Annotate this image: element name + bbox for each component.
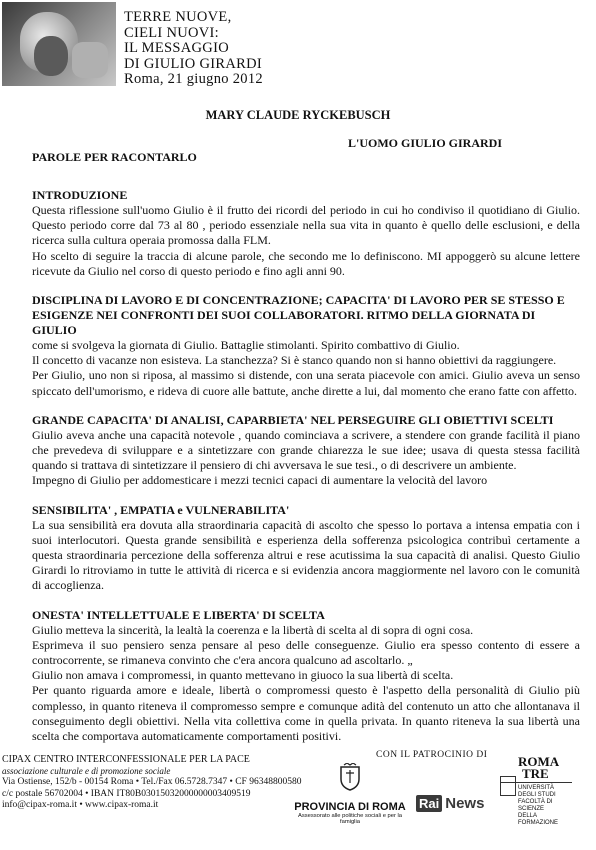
paragraph: come si svolgeva la giornata di Giulio. Battaglie stimolanti. Spirito combattivo di Giulio. xyxy=(32,338,460,353)
paragraph: Per quanto riguarda amore e ideale, libertà o compromessi questo è l'aspetto della personalità di Giulio più complesso, in quanto riteneva il compromesso sempre e comunque adità del contenuto un atto che allontanava il conseguimento degli obiettivi. Nella vita collettiva come in quella privata. In quanto riteneva la sua libertà una scelta che comportava automaticamente comportamenti positivi. xyxy=(32,683,580,744)
section-heading: INTRODUZIONE xyxy=(32,188,128,202)
section-sensibilita xyxy=(32,503,580,594)
paragraph: Il concetto di vacanze non esisteva. La stanchezza? Si è stanco quando non si hanno obiettivi da raggiungere. xyxy=(32,353,557,368)
section-heading: ONESTA' INTELLETTUALE E LIBERTA' DI SCELTA xyxy=(32,607,325,622)
event-date: Roma, 21 giugno 2012 xyxy=(124,71,263,87)
section-disciplina xyxy=(32,293,580,399)
paragraph: Questa riflessione sull'uomo Giulio è il frutto dei ricordi del periodo in cui ho condiviso il quotidiano di Giulio. Questo periodo corre dal 73 al 80 , periodo essenziale nella sua vita in quanto è quello delle esclusioni, e della ricerca sulla cultura operaia promossa dalla FLM. xyxy=(32,203,580,248)
patronage-label: CON IL PATROCINIO DI xyxy=(376,750,488,760)
roma-tre-sub: FACOLTÀ DI SCIENZE xyxy=(518,799,553,812)
provincia-logo xyxy=(290,763,410,825)
paragraph: Per Giulio, uno non si riposa, al massimo si distende, con una serata piacevole con amici. Giulio aveva un senso spiccato dell'umorismo, e rideva di cuore alle battute, anche dirette a lui, dal momento che erano fatte con affetto. xyxy=(32,368,580,398)
event-title-line: TERRE NUOVE, xyxy=(124,9,232,25)
rai-news-logo xyxy=(416,795,484,812)
roma-tre-sub: DELLA FORMAZIONE xyxy=(518,813,558,826)
news-label: News xyxy=(445,795,485,812)
event-title-line: CIELI NUOVI: xyxy=(124,24,220,41)
paragraph: Ho scelto di seguire la traccia di alcune parole, che secondo me lo definiscono. MI appoggerò su alcune lettere ricevute da Giulio nel corso di questo periodo e fino agli anni 90. xyxy=(32,248,580,278)
roma-tre-sub: UNIVERSITÀ DEGLI STUDI xyxy=(518,785,556,798)
event-title-line: DI GIULIO GIRARDI xyxy=(124,55,262,72)
document-subtitle: PAROLE PER RACONTARLO xyxy=(32,150,197,164)
footer-org-info xyxy=(2,754,301,812)
provincia-name: PROVINCIA DI ROMA xyxy=(294,801,406,813)
rai-label: Rai xyxy=(416,795,442,812)
org-bank: c/c postale 56702004 • IBAN IT80B03015032000000003409519 xyxy=(2,788,251,799)
section-heading: SENSIBILITA' , EMPATIA e VULNERABILITA' xyxy=(32,502,290,517)
paragraph: Giulio metteva la sincerità, la lealtà la coerenza e la libertà di scelta al di sopra di ogni cosa. xyxy=(32,622,474,637)
header-photo xyxy=(2,2,116,86)
document-title: L'UOMO GIULIO GIRARDI xyxy=(348,136,503,150)
org-name: CIPAX CENTRO INTERCONFESSIONALE PER LA PACE xyxy=(2,754,250,765)
paragraph: Esprimeva il suo pensiero senza pensare al peso delle conseguenze. Giulio era spesso contento di essere a controcorrente, se rimaneva convinto che c'era ancora qualcuno ad ascoltarlo. „ xyxy=(32,637,580,668)
org-contacts: info@cipax-roma.it • www.cipax-roma.it xyxy=(2,800,159,810)
event-title-line: IL MESSAGGIO xyxy=(124,40,229,56)
paragraph: La sua sensibilità era dovuta alla straordinaria capacità di ascolto che spesso lo portava a intensa empatia con i suoi interlocutori. Questa grande sensibilità e esperienza della sofferenza psicologica contribuì certamente a questa straordinaria percezione della sofferenza altrui e rese acutissima la sua capacità di analisi. Questo Giulio Girardi lo ritroviamo in tutte le attività di ricerca e si evidenzia ancora maggiormente nel lavoro con le comunità di accoglienza. xyxy=(32,517,580,593)
section-analisi xyxy=(32,413,580,489)
org-tagline: associazione culturale e di promozione sociale xyxy=(2,765,171,776)
author-name: MARY CLAUDE RYCKEBUSCH xyxy=(205,108,391,122)
paragraph: Giulio non amava i compromessi, in quanto mettevano in giuoco la sua libertà di scelta. xyxy=(32,668,454,683)
section-heading: GRANDE CAPACITA' DI ANALISI, CAPARBIETA' NEL PERSEGUIRE GLI OBIETTIVI SCELTI xyxy=(32,412,554,427)
section-heading: DISCIPLINA DI LAVORO E DI CONCENTRAZIONE; CAPACITA' DI LAVORO PER SE STESSO E ESIGENZE NEI CONFRONTI DEI SUOI COLLABORATORI. RITMO DELLA GIORNATA DI GIULIO xyxy=(32,293,565,338)
paragraph: Impegno di Giulio per addomesticare i mezzi tecnici capaci di aumentare la velocità del lavoro xyxy=(32,473,488,488)
provincia-subtitle: Assessorato alle politiche sociali e per la famiglia xyxy=(297,813,403,825)
column-icon xyxy=(500,776,516,796)
crest-icon xyxy=(338,763,362,791)
roma-tre-logo xyxy=(500,756,572,827)
document-body xyxy=(32,188,580,758)
roma-tre-top: ROMA xyxy=(518,754,560,769)
event-title xyxy=(124,10,263,88)
roma-tre-name: TRE xyxy=(522,766,549,781)
section-onesta xyxy=(32,608,580,745)
org-address: Via Ostiense, 152/b - 00154 Roma • Tel./Fax 06.5728.7347 • CF 96348800580 xyxy=(2,777,302,787)
section-introduzione xyxy=(32,188,580,279)
paragraph: Giulio aveva anche una capacità notevole , quando cominciava a scrivere, a stendere con grande facilità il piano che prevedeva di sviluppare e a sintetizzare con grande chiarezza le sue idee; usava di questa stessa facilità quando si trattava di sintetizzare il pensiero di chi avversava le sue tesi., o di descrivere un ambiente. xyxy=(32,427,580,473)
